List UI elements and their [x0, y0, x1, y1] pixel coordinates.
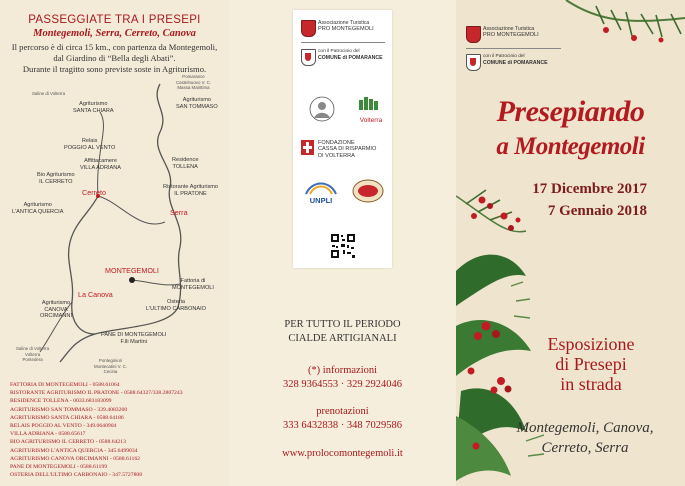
label-saline: Saline di Volterra [32, 91, 66, 96]
label-line: Ponteginiori [98, 358, 123, 363]
accommodation-item: RELAIS POGGIO AL VENTO - 349.0640904 [10, 423, 117, 430]
label-line: Agriturismo [79, 101, 108, 107]
info-phones: 328 9364553 · 329 2924046 [283, 379, 402, 390]
town-montegemoli: MONTEGEMOLI [105, 266, 159, 275]
label-ultimo-carbonaio [146, 299, 206, 312]
label-line: L'ANTICA QUERCIA [12, 208, 64, 215]
label-line: F.lli Martini [120, 338, 147, 345]
volterra-label: Volterra [359, 117, 383, 124]
road-north [98, 112, 104, 196]
route-intro-line: Il percorso è di circa 15 km., con partenza da Montegemoli, [11, 42, 218, 52]
portrait-seal-icon [309, 96, 335, 122]
panel-map [0, 0, 229, 486]
label-line: Bio Agriturismo [37, 172, 75, 178]
sponsor-card [293, 10, 392, 268]
label-line: Castelnuovo V. C. [176, 79, 211, 85]
label-line: Agriturismo [182, 97, 212, 103]
patrocinio-text [483, 54, 548, 67]
accommodation-item: RESIDENCE TOLLENA - 0033.683183099 [10, 398, 112, 405]
label-line: SAN TOMMASO [176, 103, 218, 110]
pro-loco-line: Associazione Turistica [483, 26, 535, 32]
exhibition-places [495, 418, 675, 458]
pro-loco-logo-cover [466, 24, 550, 44]
label-line: Pontedera [22, 357, 43, 362]
qr-code-icon [330, 233, 356, 259]
label-line: VILLA ADRIANA [80, 164, 122, 171]
periodo-block [229, 318, 456, 346]
accommodation-item: FATTORIA DI MONTEGEMOLI - 0588.61064 [10, 382, 120, 388]
label-line: Volterra [25, 351, 41, 357]
label-line: Affittacamere [84, 158, 117, 164]
accommodation-item: AGRITURISMO CANOVA ORCIMANNI - 0588.61162 [10, 455, 141, 462]
label-line: Osteria [167, 299, 186, 305]
exhibition-line: Esposizione [547, 334, 635, 354]
accommodation-item: AGRITURISMO SAN TOMMASO - 339.4083200 [10, 406, 128, 413]
accommodation-item: AGRITURISMO SANTA CHIARA - 0588.64186 [10, 414, 124, 421]
places-line: Montegemoli, Canova, [516, 420, 654, 436]
label-line: Cecina [103, 369, 118, 374]
label-pane [101, 332, 166, 345]
label-line: Ristorante Agriturismo [163, 184, 219, 190]
label-il-cerreto [37, 172, 75, 185]
coat-of-arms-icon [466, 26, 481, 43]
label-line: SANTA CHIARA [73, 107, 114, 114]
pro-loco-logo [301, 18, 385, 38]
volterra-logo-icon [356, 96, 384, 118]
exhibition-line: di Presepi [555, 354, 627, 374]
label-antica-quercia [12, 202, 63, 215]
pro-loco-line: PRO MONTEGEMOLI [318, 26, 374, 32]
label-fattoria [172, 278, 214, 291]
patrocinio-text [318, 49, 383, 62]
panel-map-title: PASSEGGIATE TRA I PRESEPI [28, 14, 201, 26]
patrocinio-logo [301, 47, 385, 67]
coat-of-arms-icon [301, 20, 316, 37]
divider [466, 48, 561, 49]
accommodation-list [10, 381, 225, 479]
road-west [69, 196, 98, 334]
label-line: MONTEGEMOLI [172, 284, 214, 291]
label-line: Saline di Volterra [16, 346, 50, 351]
label-tollena [172, 157, 198, 170]
prenotazioni-label: prenotazioni [316, 406, 369, 417]
route-intro [8, 42, 221, 75]
accommodation-item: AGRITURISMO L'ANTICA QUERCIA - 345.6499034 [10, 447, 138, 454]
label-line: Pomarance [182, 74, 205, 79]
town-cerreto: Cerreto [82, 188, 106, 197]
panel-info [229, 0, 456, 486]
label-line: POGGIO AL VENTO [64, 144, 116, 151]
info-label: (*) informazioni [307, 365, 378, 376]
fondazione-cross-icon [301, 140, 314, 155]
label-line: Residence [172, 157, 199, 163]
unpli-logo-icon [304, 176, 338, 198]
fondazione-line: CASSA DI RISPARMIO [318, 146, 377, 153]
patrocinio-line: con il Patrocinio del [318, 49, 360, 54]
pro-loco-line: PRO MONTEGEMOLI [483, 32, 539, 38]
label-line: TOLLENA [172, 163, 198, 170]
event-date-start: 17 Dicembre 2017 [532, 181, 647, 197]
montegemoli-marker [129, 277, 135, 283]
road-cross [98, 196, 165, 224]
accommodation-item: PANE DI MONTEGEMOLI - 0588.61199 [10, 464, 108, 471]
pro-loco-line: Associazione Turistica [318, 20, 370, 26]
exhibition-line: in strada [560, 374, 622, 394]
label-line: Fattoria di [180, 278, 206, 284]
label-santa-chiara [73, 101, 114, 114]
pro-loco-text [318, 20, 374, 32]
label-line: IL PRATONE [174, 190, 207, 197]
unpli-label: UNPLI [309, 196, 333, 205]
label-canova-orcimanni [40, 300, 72, 320]
periodo-line: PER TUTTO IL PERIODO [284, 319, 401, 330]
patrocinio-logo-cover [466, 52, 566, 72]
fondazione-text [318, 140, 376, 159]
label-line: CANOVA [44, 306, 68, 313]
website-link[interactable]: www.prolocomontegemoli.it [282, 448, 403, 459]
prenotazioni-phones: 333 6432838 · 348 7029586 [283, 420, 402, 431]
town-serra: Serra [170, 208, 188, 217]
label-ponteginiori [94, 358, 127, 375]
label-pomarance [176, 74, 211, 91]
label-villa-adriana [80, 158, 121, 171]
label-line: L'ULTIMO CARBONAIO [146, 305, 207, 312]
route-map [0, 72, 229, 372]
route-intro-line: Durante il tragitto sono previste soste in Agriturismo. [22, 64, 207, 74]
patrocinio-line: COMUNE di POMARANCE [318, 55, 383, 61]
badge-logo-icon [351, 178, 385, 204]
label-saline-bottom [16, 346, 49, 363]
label-line: IL CERRETO [39, 178, 73, 185]
panel-map-subtitle: Montegemoli, Serra, Cerreto, Canova [33, 28, 196, 39]
accommodation-item: OSTERIA DELL'ULTIMO CARBONAIO - 347.5727808 [10, 472, 143, 479]
places-line: Cerreto, Serra [541, 440, 629, 456]
label-san-tommaso [176, 97, 218, 110]
label-line: Montecatini V. C. [94, 363, 128, 369]
divider [301, 42, 385, 43]
label-line: Agriturismo [41, 300, 71, 306]
event-title-location: a Montegemoli [496, 133, 645, 160]
town-la-canova: La Canova [78, 290, 113, 299]
label-line: ORCIMANNI [40, 313, 73, 319]
comune-crest-icon [301, 49, 316, 66]
label-line: Relais [81, 138, 98, 144]
fondazione-logo [301, 138, 385, 164]
panel-cover [456, 0, 685, 486]
label-il-pratone [163, 184, 218, 197]
accommodation-item: BIO AGRITURISMO IL CERRETO - 0588.64213 [10, 439, 126, 446]
patrocinio-line: COMUNE di POMARANCE [483, 60, 548, 66]
pro-loco-text [483, 26, 539, 38]
exhibition-title [511, 334, 671, 394]
label-poggio [64, 138, 115, 151]
comune-crest-icon [466, 54, 481, 71]
label-line: Agriturismo [23, 202, 52, 208]
accommodation-item: VILLA ADRIANA - 0588.65617 [10, 431, 86, 438]
label-line: PANE DI MONTEGEMOLI [101, 332, 167, 338]
event-title: Presepiando [496, 95, 645, 128]
event-date-end: 7 Gennaio 2018 [547, 203, 647, 219]
fondazione-line: FONDAZIONE [318, 140, 355, 146]
route-intro-line: dal Giardino di “Bella degli Abati”. [53, 53, 176, 63]
periodo-line: CIALDE ARTIGIANALI [288, 333, 397, 344]
patrocinio-line: con il Patrocinio del [483, 54, 525, 59]
label-line: Massa Marittima [177, 85, 210, 90]
accommodation-item: RISTORANTE AGRITURISMO IL PRATONE - 0588.64327/338.2807243 [10, 390, 183, 397]
fondazione-line: DI VOLTERRA [318, 152, 355, 159]
